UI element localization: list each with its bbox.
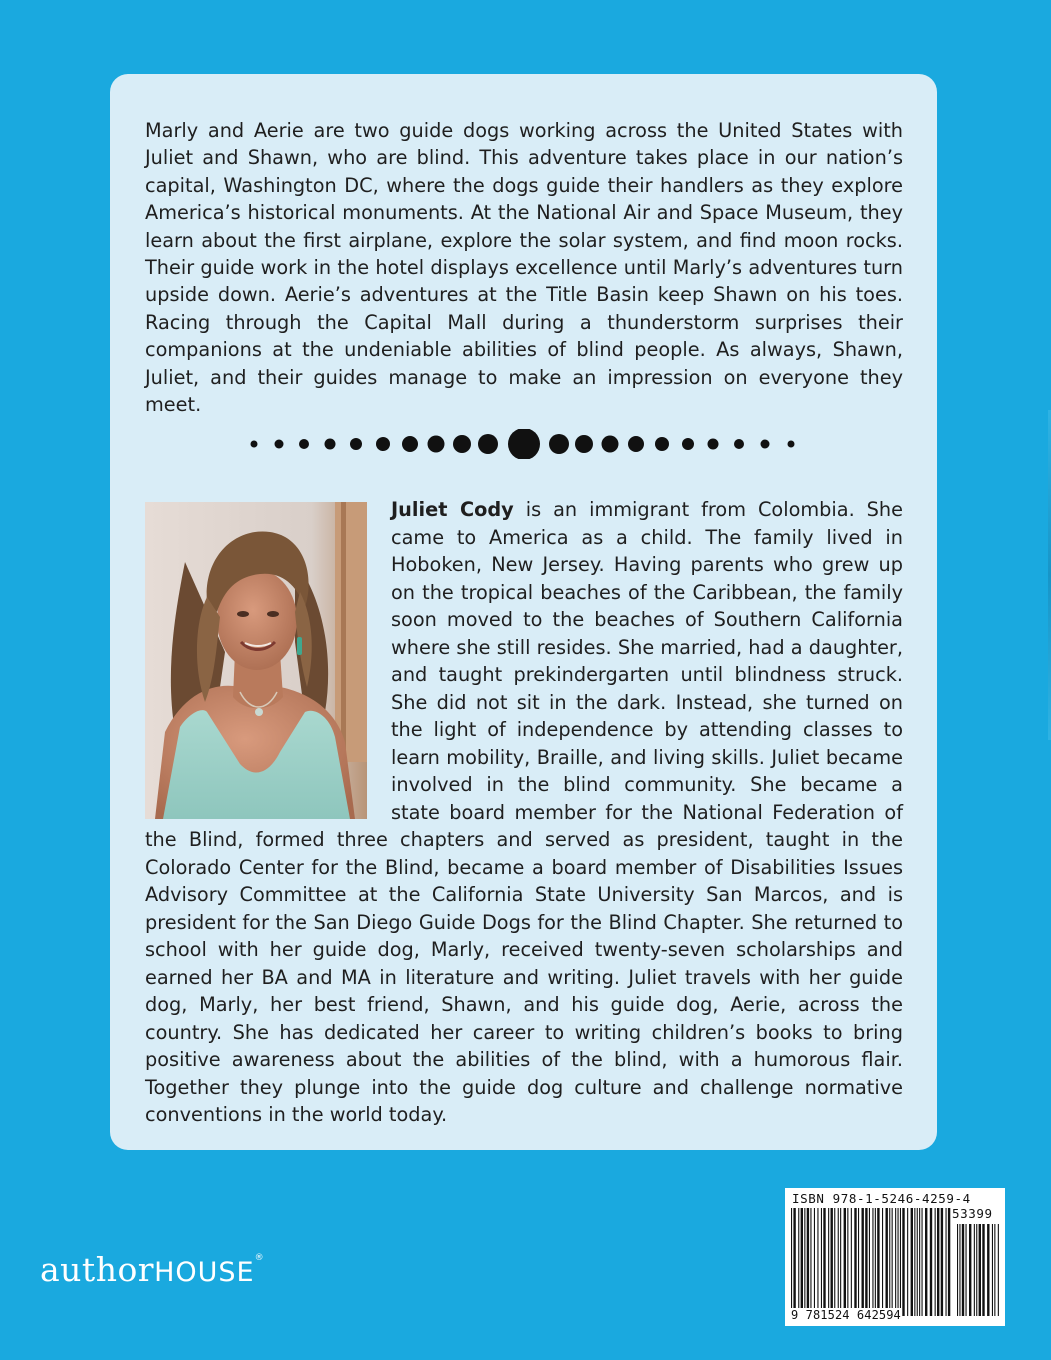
barcode-bar [810, 1208, 811, 1316]
author-bio-text: is an immigrant from Colombia. She came to America as a child. The family lived in Hoboken, New Jersey. Having parents who grew up on the tropical beaches of the Caribbean, the family soon moved to the beaches of Southern California where she still resides. She married, had a daughter, and taught prekindergarten until blindness struck. She did not sit in the dark. Instead, she turned on the light of independence by attending classes to learn mobility, Braille, and living skills. Juliet became involved in the blind community. She became a state board member for the National Federation of the Blind, formed three chapters and served as president, taught in the Colorado Center for the Blind, became a board member of Disabilities Issues Advisory Committee at the California State University San Marcos, and is president for the San Diego Guide Dogs for the Blind Chapter. She returned to school with her guide dog, Marly, received twenty-seven scholarships and earned her BA and MA in literature and writing. Juliet travels with her guide dog, Marly, her best friend, Shawn, and his guide dog, Aerie, across the country. She has dedicated her career to writing children’s books to bring positive awareness about the abilities of the blind, with a humorous flair. Together they plunge into the guide dog culture and challenge normative conventions in the world today. [145, 498, 903, 1126]
barcode-bar [987, 1224, 989, 1316]
barcode-bar [858, 1208, 859, 1316]
barcode-bar [807, 1208, 809, 1316]
publisher-logo [40, 1250, 264, 1289]
barcode-bar [957, 1224, 958, 1316]
barcode-bar [998, 1224, 999, 1316]
barcode-bar [838, 1208, 839, 1316]
barcode-bar [869, 1208, 870, 1316]
dot-divider-icon [110, 429, 937, 459]
barcode-bar [882, 1208, 883, 1316]
barcode-bar [801, 1208, 803, 1316]
barcode-bar [791, 1208, 792, 1316]
barcode-bar [966, 1224, 967, 1316]
barcode-bar [865, 1208, 867, 1316]
barcode-bar [982, 1224, 984, 1316]
barcode-bar [902, 1208, 904, 1316]
barcode-bar [992, 1224, 993, 1316]
barcode-bar [804, 1208, 805, 1316]
barcode-bar [817, 1208, 818, 1316]
barcode-bar [979, 1224, 981, 1316]
barcode-digits: 9 781524 642594 [791, 1308, 901, 1322]
barcode-bar [831, 1208, 833, 1316]
barcode-bar [948, 1208, 950, 1316]
barcode-bar [844, 1208, 846, 1316]
barcode-bar [946, 1208, 947, 1316]
barcode-bar [877, 1208, 879, 1316]
barcode-bar [862, 1208, 864, 1316]
barcode-bar [823, 1208, 825, 1316]
barcode-bar [889, 1208, 890, 1316]
barcode-bar [994, 1224, 995, 1316]
barcode-bar [976, 1224, 977, 1316]
barcode-bar [959, 1224, 960, 1316]
barcode-bar [937, 1208, 939, 1316]
barcode-bar [941, 1208, 943, 1316]
isbn-text: ISBN 978-1-5246-4259-4 [792, 1191, 971, 1206]
barcode-bar [828, 1208, 829, 1316]
barcode-bar [854, 1208, 856, 1316]
registered-mark: ® [254, 1253, 265, 1263]
barcode-bar [892, 1208, 893, 1316]
back-cover-panel [110, 74, 937, 1150]
author-name: Juliet Cody [391, 498, 514, 521]
barcode-bar [922, 1208, 923, 1316]
barcode-bar [919, 1208, 920, 1316]
barcode-bar [969, 1224, 971, 1316]
barcode-bar [872, 1208, 873, 1316]
barcode-bar [851, 1208, 852, 1316]
barcode-bar [814, 1208, 815, 1316]
price-code: 53399 [952, 1206, 993, 1221]
author-bio [145, 496, 903, 1129]
barcode-bar [898, 1208, 899, 1316]
photo-spacer [145, 496, 391, 816]
barcode-bar [834, 1208, 835, 1316]
isbn-barcode [785, 1188, 1005, 1326]
barcode-bar [847, 1208, 848, 1316]
publisher-logo-part1: author [40, 1250, 155, 1289]
barcode-bar [793, 1208, 795, 1316]
barcode-bar [925, 1208, 927, 1316]
barcode-bar [900, 1208, 901, 1316]
barcode-bar [930, 1208, 932, 1316]
barcode-bar [907, 1208, 908, 1316]
barcode-bar [821, 1208, 822, 1316]
barcode-bar [875, 1208, 876, 1316]
barcode-bars-icon [789, 1208, 1001, 1320]
book-blurb: Marly and Aerie are two guide dogs working across the United States with Juliet and Shawn, who are blind. This adventure takes place in our nation’s capital, Washington DC, where the dogs guide their handlers as they explore America’s historical monuments. At the National Air and Space Museum, they learn about the first airplane, explore the solar system, and find moon rocks. Their guide work in the hotel displays excellence until Marly’s adventures turn upside down. Aerie’s adventures at the Title Basin keep Shawn on his toes. Racing through the Capital Mall during a thunderstorm surprises their companions at the undeniable abilities of blind people. As always, Shawn, Juliet, and their guides manage to make an impression on everyone they meet. [145, 119, 903, 417]
barcode-bar [886, 1208, 888, 1316]
barcode-bar [974, 1224, 975, 1316]
barcode-bar [935, 1208, 936, 1316]
barcode-bar [917, 1208, 918, 1316]
barcode-bar [962, 1224, 964, 1316]
barcode-bar [798, 1208, 799, 1316]
barcode-bar [911, 1208, 913, 1316]
barcode-bar [895, 1208, 896, 1316]
barcode-bar [914, 1208, 915, 1316]
barcode-bar [840, 1208, 841, 1316]
publisher-logo-part2: HOUSE [154, 1257, 255, 1288]
